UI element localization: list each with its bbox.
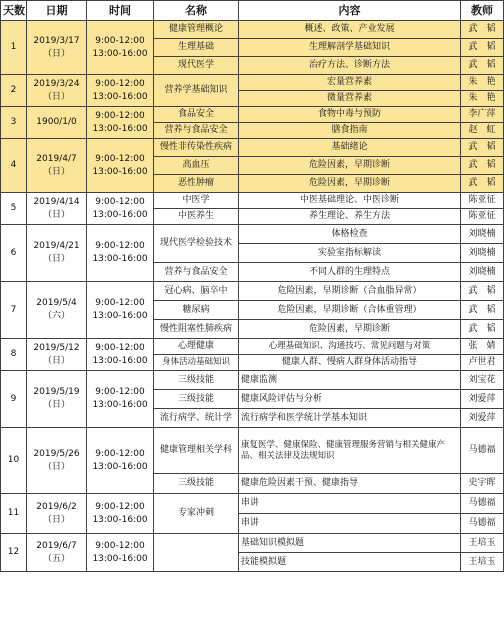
day-cell: 11	[1, 494, 27, 534]
time-cell: 9:00-12:00 13:00-16:00	[87, 339, 154, 371]
date-cell: 2019/6/2 （日）	[27, 494, 87, 534]
time-cell: 9:00-12:00 13:00-16:00	[87, 75, 154, 107]
header-teacher: 教师	[461, 1, 504, 21]
teacher-cell: 武 韬	[461, 301, 504, 320]
teacher-cell: 刘爱萍	[461, 409, 504, 428]
header-content: 内容	[239, 1, 461, 21]
course-name-cell: 流行病学、统计学	[154, 409, 239, 428]
teacher-cell: 史宇晖	[461, 474, 504, 494]
course-name-cell: 生理基础	[154, 39, 239, 57]
course-name-cell: 现代医学检验技术	[154, 225, 239, 263]
day-cell: 5	[1, 193, 27, 225]
table-row	[1, 21, 504, 39]
course-name-cell: 糖尿病	[154, 301, 239, 320]
course-name-cell: 中医学	[154, 193, 239, 209]
date-cell: 2019/3/24 （日）	[27, 75, 87, 107]
teacher-cell: 武 韬	[461, 282, 504, 301]
course-name-cell: 健康管理概论	[154, 21, 239, 39]
table-row	[1, 339, 504, 355]
time-cell: 9:00-12:00 13:00-16:00	[87, 371, 154, 428]
teacher-cell: 武 韬	[461, 157, 504, 175]
course-name-cell: 营养与食品安全	[154, 263, 239, 282]
content-cell: 健康危险因素干预、健康指导	[239, 474, 461, 494]
header-name: 名称	[154, 1, 239, 21]
teacher-cell: 刘晓楠	[461, 225, 504, 244]
day-cell: 10	[1, 428, 27, 494]
course-name-cell: 高血压	[154, 157, 239, 175]
teacher-cell: 卢世君	[461, 355, 504, 371]
table-row	[1, 193, 504, 209]
course-name-cell: 营养与食品安全	[154, 123, 239, 139]
course-name-cell: 现代医学	[154, 57, 239, 75]
teacher-cell: 武 韬	[461, 21, 504, 39]
course-name-cell: 三级技能	[154, 474, 239, 494]
day-cell: 1	[1, 21, 27, 75]
teacher-cell: 陈亚征	[461, 209, 504, 225]
course-name-cell: 三级技能	[154, 371, 239, 390]
content-cell: 宏量营养素	[239, 75, 461, 91]
content-cell: 危险因素，早期诊断（合血脂异常）	[239, 282, 461, 301]
content-cell: 心理基础知识、沟通技巧、常见问题与对策	[239, 339, 461, 355]
course-name-cell: 健康管理相关学科	[154, 428, 239, 474]
header-day: 天数	[1, 1, 27, 21]
time-cell: 9:00-12:00 13:00-16:00	[87, 282, 154, 339]
content-cell: 治疗方法、诊断方法	[239, 57, 461, 75]
time-cell: 9:00-12:00 13:00-16:00	[87, 107, 154, 139]
content-cell: 不同人群的生理特点	[239, 263, 461, 282]
day-cell: 9	[1, 371, 27, 428]
time-cell: 9:00-12:00 13:00-16:00	[87, 193, 154, 225]
course-name-cell: 专家冲刺	[154, 494, 239, 534]
table-row	[1, 225, 504, 244]
day-cell: 2	[1, 75, 27, 107]
course-name-cell: 中医养生	[154, 209, 239, 225]
teacher-cell: 武 韬	[461, 39, 504, 57]
date-cell: 2019/4/21 （日）	[27, 225, 87, 282]
content-cell: 危险因素，早期诊断（合体重管理）	[239, 301, 461, 320]
header-date: 日期	[27, 1, 87, 21]
teacher-cell: 武 韬	[461, 320, 504, 339]
content-cell: 膳食指南	[239, 123, 461, 139]
content-cell: 康复医学、健康保险、健康管理服务营销与相关健康产品、相关法律及法规知识	[239, 428, 461, 474]
content-cell: 串讲	[239, 514, 461, 534]
day-cell: 8	[1, 339, 27, 371]
content-cell: 危险因素，早期诊断	[239, 175, 461, 193]
teacher-cell: 刘晓楠	[461, 244, 504, 263]
day-cell: 6	[1, 225, 27, 282]
teacher-cell: 武 韬	[461, 139, 504, 157]
teacher-cell: 李广萍	[461, 107, 504, 123]
teacher-cell: 武 韬	[461, 175, 504, 193]
table-row	[1, 428, 504, 474]
teacher-cell: 陈亚征	[461, 193, 504, 209]
table-row	[1, 494, 504, 514]
content-cell: 生理解剖学基础知识	[239, 39, 461, 57]
teacher-cell: 赵 虹	[461, 123, 504, 139]
content-cell: 串讲	[239, 494, 461, 514]
content-cell: 危险因素，早期诊断	[239, 157, 461, 175]
content-cell: 基础绪论	[239, 139, 461, 157]
date-cell: 2019/5/26 （日）	[27, 428, 87, 494]
content-cell: 技能模拟题	[239, 553, 461, 572]
table-row	[1, 107, 504, 123]
teacher-cell: 朱 艳	[461, 91, 504, 107]
course-name-cell: 冠心病、脑卒中	[154, 282, 239, 301]
teacher-cell: 刘爱萍	[461, 390, 504, 409]
course-name-cell: 慢性非传染性疾病	[154, 139, 239, 157]
content-cell: 食物中毒与预防	[239, 107, 461, 123]
date-cell: 2019/6/7 （五）	[27, 534, 87, 572]
time-cell: 9:00-12:00 13:00-16:00	[87, 139, 154, 193]
content-cell: 微量营养素	[239, 91, 461, 107]
course-name-cell	[154, 534, 239, 572]
time-cell: 9:00-12:00 13:00-16:00	[87, 428, 154, 494]
content-cell: 健康人群、慢病人群身体活动指导	[239, 355, 461, 371]
time-cell: 9:00-12:00 13:00-16:00	[87, 534, 154, 572]
content-cell: 体格检查	[239, 225, 461, 244]
date-cell: 1900/1/0	[27, 107, 87, 139]
day-cell: 3	[1, 107, 27, 139]
table-row	[1, 75, 504, 91]
course-name-cell: 食品安全	[154, 107, 239, 123]
content-cell: 中医基础理论、中医诊断	[239, 193, 461, 209]
course-name-cell: 心理健康	[154, 339, 239, 355]
date-cell: 2019/5/4 （六）	[27, 282, 87, 339]
header-time: 时间	[87, 1, 154, 21]
day-cell: 7	[1, 282, 27, 339]
day-cell: 12	[1, 534, 27, 572]
time-cell: 9:00-12:00 13:00-16:00	[87, 21, 154, 75]
teacher-cell: 武 韬	[461, 57, 504, 75]
teacher-cell: 刘宝花	[461, 371, 504, 390]
course-name-cell: 营养学基础知识	[154, 75, 239, 107]
date-cell: 2019/5/12 （日）	[27, 339, 87, 371]
content-cell: 概述、政策、产业发展	[239, 21, 461, 39]
course-name-cell: 三级技能	[154, 390, 239, 409]
course-name-cell: 身体活动基础知识	[154, 355, 239, 371]
teacher-cell: 张 婧	[461, 339, 504, 355]
time-cell: 9:00-12:00 13:00-16:00	[87, 225, 154, 282]
teacher-cell: 马德福	[461, 428, 504, 474]
day-cell: 4	[1, 139, 27, 193]
content-cell: 危险因素，早期诊断	[239, 320, 461, 339]
course-name-cell: 恶性肿瘤	[154, 175, 239, 193]
content-cell: 基础知识模拟题	[239, 534, 461, 553]
content-cell: 养生理论、养生方法	[239, 209, 461, 225]
teacher-cell: 王培玉	[461, 553, 504, 572]
content-cell: 实验室指标解读	[239, 244, 461, 263]
table-row	[1, 139, 504, 157]
date-cell: 2019/3/17 （日）	[27, 21, 87, 75]
course-name-cell: 慢性阻塞性肺疾病	[154, 320, 239, 339]
teacher-cell: 马德福	[461, 514, 504, 534]
teacher-cell: 马德福	[461, 494, 504, 514]
content-cell: 健康风险评估与分析	[239, 390, 461, 409]
header-row	[1, 1, 504, 21]
time-cell: 9:00-12:00 13:00-16:00	[87, 494, 154, 534]
date-cell: 2019/4/7 （日）	[27, 139, 87, 193]
teacher-cell: 刘晓楠	[461, 263, 504, 282]
table-row	[1, 371, 504, 390]
teacher-cell: 王培玉	[461, 534, 504, 553]
date-cell: 2019/5/19 （日）	[27, 371, 87, 428]
table-row	[1, 282, 504, 301]
date-cell: 2019/4/14 （日）	[27, 193, 87, 225]
teacher-cell: 朱 艳	[461, 75, 504, 91]
content-cell: 健康监测	[239, 371, 461, 390]
content-cell: 流行病学和医学统计学基本知识	[239, 409, 461, 428]
table-row	[1, 534, 504, 553]
